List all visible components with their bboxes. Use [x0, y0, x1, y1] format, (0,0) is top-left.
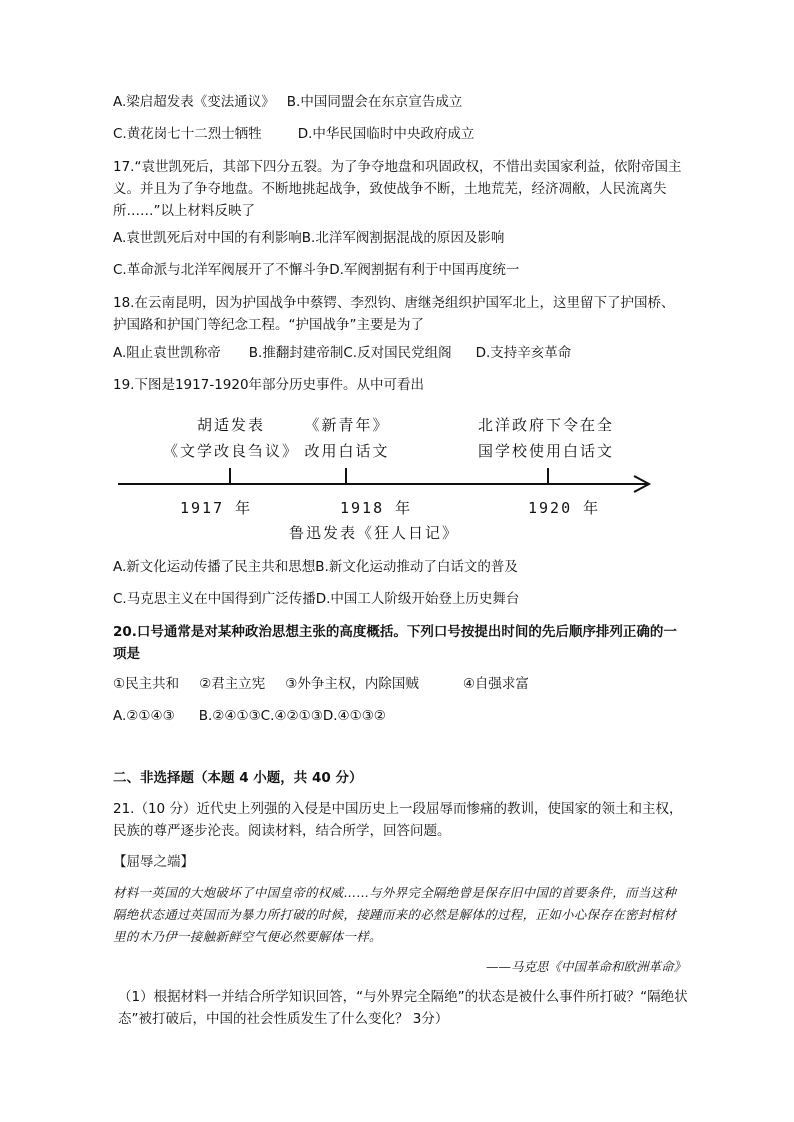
- q20-option-d: D.④①③②: [322, 708, 386, 724]
- q17-option-a: A.袁世凯死后对中国的有利影响: [113, 230, 302, 246]
- q20-statement-1: ①民主共和: [113, 676, 180, 692]
- q17-options-row2: [113, 260, 519, 280]
- q17-stem: 17.“袁世凯死后，其部下四分五裂。为了争夺地盘和巩固政权，不惜出卖国家利益，依附帝国主义。并且为了争夺地盘。不断地挑起战争，致使战争不断，土地荒芜，经济凋敝，人民流离失所……”以上材料反映了: [113, 159, 682, 219]
- q21-material-source: ——马克思《中国革命和欧洲革命》: [485, 959, 686, 974]
- q17-options-row1: [113, 228, 504, 248]
- q19-option-b: B.新文化运动推动了白话文的普及: [315, 559, 518, 575]
- q18-options: [113, 343, 571, 363]
- q17-option-d: D.军阀割据有利于中国再度统一: [329, 262, 520, 278]
- q16-options-row2: [113, 124, 474, 144]
- timeline-event-below: 鲁迅发表《狂人日记》: [288, 524, 459, 542]
- q18-option-a: A.阻止袁世凯称帝: [113, 345, 221, 361]
- q19-stem: 19.下图是1917-1920年部分历史事件。从中可看出: [113, 377, 425, 393]
- q17-option-b: B.北洋军阀割据混战的原因及影响: [301, 230, 505, 246]
- q18-option-b: B.推翻封建帝制: [248, 345, 344, 361]
- q16-option-b: B.中国同盟会在东京宣告成立: [286, 94, 463, 110]
- q19-option-a: A.新文化运动传播了民主共和思想: [113, 559, 316, 575]
- timeline-event-3-line1: 北洋政府下令在全: [477, 416, 614, 434]
- q21-intro: 21.（10 分）近代史上列强的入侵是中国历史上一段屈辱而惨痛的教训，使国家的领土和主权，民族的尊严逐步沦丧。阅读材料，结合所学，回答问题。: [113, 801, 683, 839]
- q20-statement-2: ②君主立宪: [199, 676, 266, 692]
- q19-options-row1: [113, 557, 518, 577]
- timeline-event-1-line1: 胡适发表: [196, 416, 265, 434]
- q20-option-b: B.②④①③: [198, 708, 261, 724]
- q16-option-d: D.中华民国临时中央政府成立: [297, 126, 475, 142]
- timeline-event-3-line2: 国学校使用白话文: [477, 442, 614, 460]
- timeline-year-1917: 1917 年: [180, 499, 253, 517]
- timeline-event-1-line2: 《文学改良刍议》: [162, 442, 299, 460]
- q20-option-c: C.④②①③: [260, 708, 323, 724]
- q19-option-c: C.马克思主义在中国得到广泛传播: [113, 591, 316, 607]
- q16-options-row1: [113, 92, 462, 112]
- timeline-year-1918: 1918 年: [340, 499, 413, 517]
- q19-options-row2: [113, 589, 519, 609]
- q16-option-c: C.黄花岗七十二烈士牺牲: [113, 126, 262, 142]
- q20-statement-4: ④自强求富: [462, 676, 529, 692]
- q18-stem: 18.在云南昆明，因为护国战争中蔡锷、李烈钧、唐继尧组织护国军北上，这里留下了护国桥、护国路和护国门等纪念工程。“护国战争”主要是为了: [113, 295, 675, 333]
- q18-option-d: D.支持辛亥革命: [475, 345, 572, 361]
- q21-question-1: （1）根据材料一并结合所学知识回答，“与外界完全隔绝”的状态是被什么事件所打破？“隔绝状态”被打破后，中国的社会性质发生了什么变化？ 3分）: [118, 989, 688, 1027]
- q20-option-a: A.②①④③: [113, 708, 175, 724]
- section2-heading: 二、非选择题（本题 4 小题，共 40 分）: [113, 770, 363, 786]
- q20-statement-3: ③外争主权，内除国贼: [285, 676, 419, 692]
- q16-option-a: A.梁启超发表《变法通议》: [113, 94, 275, 110]
- q21-subheading: 【屈辱之端】: [113, 854, 194, 870]
- timeline-event-2-line1: 《新青年》: [304, 416, 390, 434]
- q20-options: [113, 706, 386, 726]
- timeline-year-1920: 1920 年: [528, 499, 601, 517]
- q17-option-c: C.革命派与北洋军阀展开了不懈斗争: [113, 262, 330, 278]
- q20-stem: 20.口号通常是对某种政治思想主张的高度概括。下列口号按提出时间的先后顺序排列正确的一项是: [113, 624, 677, 662]
- timeline-axis: [112, 462, 657, 498]
- q20-statements: [113, 674, 529, 694]
- timeline-event-2-line2: 改用白话文: [304, 442, 390, 460]
- q19-option-d: D.中国工人阶级开始登上历史舞台: [315, 591, 520, 607]
- q21-material-1: 材料一英国的大炮破坏了中国皇帝的权威……与外界完全隔绝曾是保存旧中国的首要条件，而当这种隔绝状态通过英国而为暴力所打破的时候，接踵而来的必然是解体的过程，正如小心保存在密封棺材里的木乃伊一接触新鲜空气便必然要解体一样。: [113, 885, 677, 944]
- q18-option-c: C.反对国民党组阁: [343, 345, 452, 361]
